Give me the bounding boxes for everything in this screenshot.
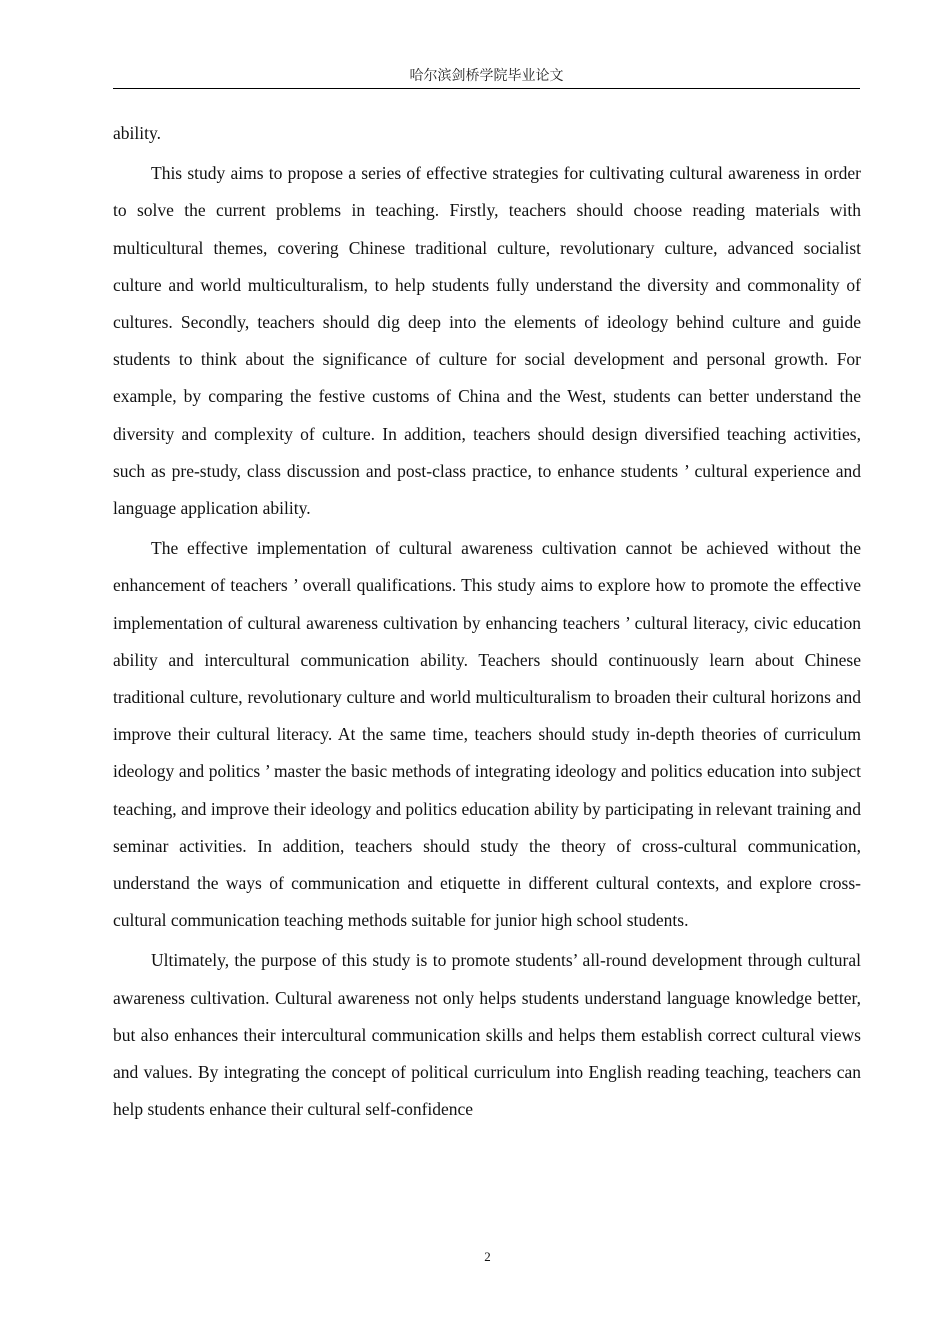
paragraph-continuation: ability.	[113, 123, 161, 143]
header-rule	[113, 88, 860, 89]
body-text	[113, 115, 861, 1131]
running-header: 哈尔滨剑桥学院毕业论文	[409, 68, 564, 84]
paragraph-strategies: This study aims to propose a series of effective strategies for cultivating cultural awareness in order to solve the current problems in teaching. Firstly, teachers should choose reading materials with multicultural themes, covering Chinese traditional culture, revolutionary culture, advanced socialist culture and world multiculturalism, to help students fully understand the diversity and commonality of cultures. Secondly, teachers should dig deep into the elements of ideology behind culture and guide students to think about the significance of culture for social development and personal growth. For example, by comparing the festive customs of China and the West, students can better understand the diversity and complexity of culture. In addition, teachers should design diversified teaching activities, such as pre-study, class discussion and post-class practice, to enhance students ’ cultural experience and language application ability.	[113, 163, 861, 519]
paragraph-teacher-qualifications: The effective implementation of cultural awareness cultivation cannot be achieved without the enhancement of teachers ’ overall qualifications. This study aims to explore how to promote the effective implementation of cultural awareness cultivation by enhancing teachers ’ cultural literacy, civic education ability and intercultural communication ability. Teachers should continuously learn about Chinese traditional culture, revolutionary culture and world multiculturalism to broaden their cultural horizons and improve their cultural literacy. At the same time, teachers should study in-depth theories of curriculum ideology and politics ’ master the basic methods of integrating ideology and politics education into subject teaching, and improve their ideology and politics education ability by participating in relevant training and seminar activities. In addition, teachers should study the theory of cross-cultural communication, understand the ways of communication and etiquette in different cultural contexts, and explore cross-cultural communication teaching methods suitable for junior high school students.	[113, 538, 861, 931]
paragraph-purpose: Ultimately, the purpose of this study is to promote students’ all-round development through cultural awareness cultivation. Cultural awareness not only helps students understand language knowledge better, but also enhances their intercultural communication skills and helps them establish correct cultural views and values. By integrating the concept of political curriculum into English reading teaching, teachers can help students enhance their cultural self-confidence	[113, 950, 861, 1120]
page-number: 2	[484, 1249, 491, 1264]
